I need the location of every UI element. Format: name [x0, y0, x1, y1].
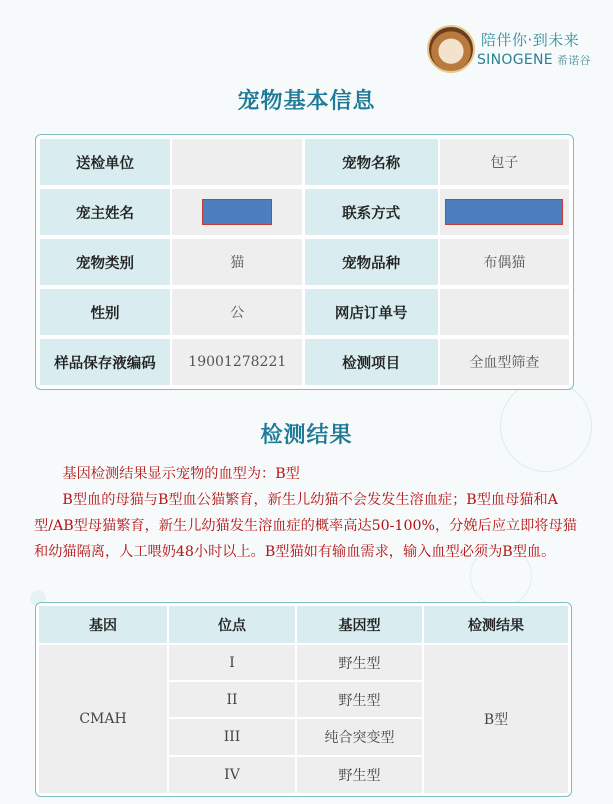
- info-label: 检测项目: [305, 339, 438, 385]
- breeding-advice: B型血的母猫与B型血公猫繁育，新生儿幼猫不会发发生溶血症；B型血母猫和A型/AB型母猫繁育，新生儿幼猫发生溶血症的概率高达50-100%，分娩后应立即将母猫和幼猫隔离，人工喂奶48小时以上。B型猫如有输血需求，输入血型必须为B型血。: [34, 492, 577, 560]
- redaction-box: [202, 199, 272, 225]
- info-label: 样品保存液编码: [40, 339, 170, 385]
- pet-info-title: 宠物基本信息: [237, 88, 376, 114]
- info-label: 宠物类别: [40, 239, 170, 285]
- info-value: 公: [172, 289, 302, 335]
- info-label: 宠物品种: [305, 239, 438, 285]
- result-cell: B型: [424, 645, 568, 793]
- locus-cell: III: [169, 719, 295, 755]
- info-label: 性别: [40, 289, 170, 335]
- dog-mascot-icon: [427, 25, 475, 73]
- gene-result-panel: [35, 602, 572, 797]
- info-label: 联系方式: [305, 189, 438, 235]
- table-header: 检测结果: [424, 606, 568, 643]
- info-value: 包子: [440, 139, 569, 185]
- info-value: 全血型筛查: [440, 339, 569, 385]
- info-value: [172, 139, 302, 185]
- genotype-cell: 野生型: [297, 645, 422, 680]
- gene-name-cell: CMAH: [39, 645, 167, 793]
- logo-brand-cn: 希诺谷: [556, 54, 591, 67]
- info-label: 宠主姓名: [40, 189, 170, 235]
- logo-brand-en: SINOGENE: [477, 52, 553, 68]
- logo-brand: [477, 52, 591, 68]
- locus-cell: IV: [169, 757, 295, 793]
- test-result-title: 检测结果: [260, 422, 353, 448]
- genotype-cell: 野生型: [297, 757, 422, 793]
- blood-type-summary: 基因检测结果显示宠物的血型为：B型: [62, 466, 300, 482]
- info-value: 布偶猫: [440, 239, 569, 285]
- pet-info-panel: [35, 134, 574, 390]
- info-label: 送检单位: [40, 139, 170, 185]
- info-label: 宠物名称: [305, 139, 438, 185]
- table-header: 基因: [39, 606, 167, 643]
- pet-info-table: [40, 139, 569, 385]
- locus-cell: I: [169, 645, 295, 680]
- info-value: [440, 289, 569, 335]
- locus-cell: II: [169, 682, 295, 717]
- info-value: 19001278221: [172, 339, 302, 385]
- result-description: [34, 461, 579, 565]
- genotype-cell: 野生型: [297, 682, 422, 717]
- genotype-cell: 纯合突变型: [297, 719, 422, 755]
- table-header: 位点: [169, 606, 295, 643]
- owner-name-value: [172, 189, 302, 235]
- info-label: 网店订单号: [305, 289, 438, 335]
- logo-slogan: 陪伴你·到未来: [481, 31, 580, 49]
- brand-logo: [427, 25, 602, 77]
- contact-value: [440, 189, 569, 235]
- table-header: 基因型: [297, 606, 422, 643]
- redaction-box: [445, 199, 563, 225]
- gene-result-table: [39, 606, 568, 793]
- info-value: 猫: [172, 239, 302, 285]
